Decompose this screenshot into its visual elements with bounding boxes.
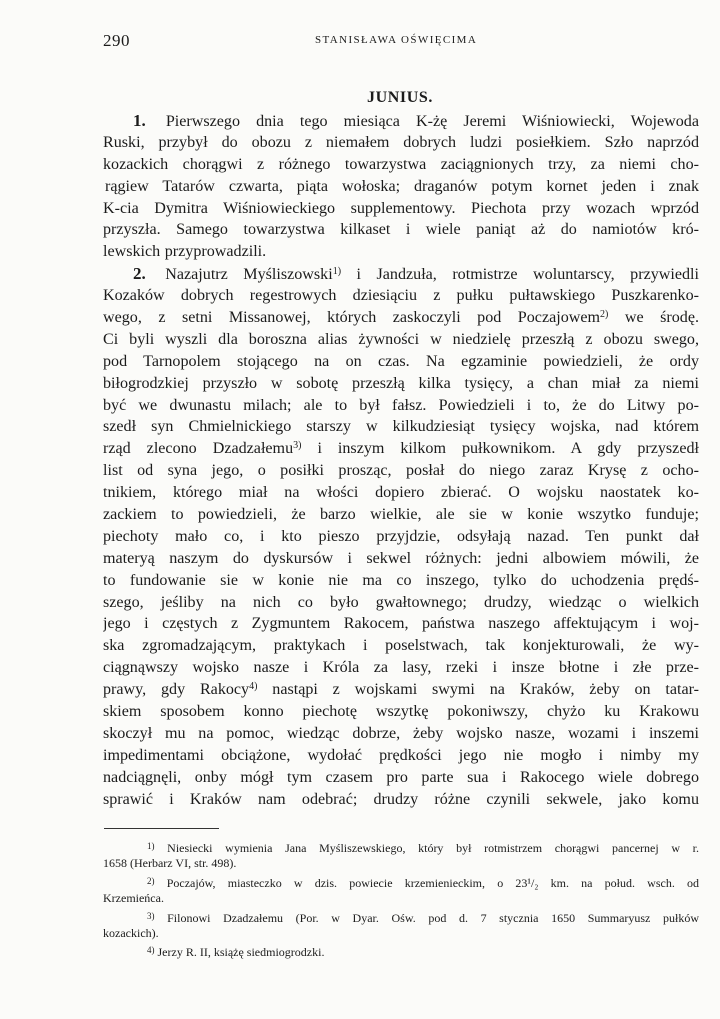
footnote-line: [103, 873, 699, 890]
footnote-marker: 2): [147, 875, 155, 886]
footnote-text: Jerzy R. II, książę siedmiogrodzki.: [157, 945, 325, 960]
footnote-ref: 4): [249, 681, 258, 693]
text-line: być we dwunastu milach; ale to był fałsz. Powiedzieli i to, że do Litwy po-: [103, 396, 699, 414]
footnote-ref: 1): [332, 266, 342, 278]
text-line: skiem sposobem konno piechotę wszytkę pokoniwszy, chyżo ku Krakowu: [103, 703, 699, 721]
text-line: materyą naszym do dyskursów i sekwel różnych: jedni albowiem mówili, że: [103, 549, 699, 567]
footnote-text: Poczajów, miasteczko w dzis. powiecie krzemienieckim, o 23¹/₂ km. na połud. wsch. od: [166, 875, 699, 890]
footnote-line: kozackich).: [103, 925, 159, 940]
text-span: prawy, gdy Rakocy: [103, 681, 250, 699]
footnote-divider: [104, 828, 219, 829]
text-span: Pierwszego dnia tego miesiąca K-żę Jeremi Wiśniowiecki, Wojewoda: [165, 113, 699, 130]
footnote-text: Filonowi Dzadzałemu (Por. w Dyar. Ośw. pod d. 7 stycznia 1650 Summaryusz pułków: [167, 910, 699, 925]
text-line: Ci byli wyszli dla boroszna alias żywności w niedzielę przeszłą z obozu swego,: [103, 330, 699, 348]
text-line: Kozaków dobrych regestrowych dziesiąciu z pułku pułtawskiego Puszkarenko-: [103, 287, 699, 305]
text-line: szedł syn Chmielnickiego starszy w kilkudziesiąt tysięcy wojska, nad którem: [103, 418, 699, 436]
footnote-line: Krzemieńca.: [103, 891, 164, 906]
section-title: JUNIUS.: [367, 89, 433, 106]
text-line: ska zgromadzającym, praktykach i poselstwach, tak konjekturowali, że wy-: [103, 637, 699, 655]
text-line: [103, 679, 699, 701]
text-line: tnikiem, którego miał na włości dopiero zbierać. O wojsku naostatek ko-: [103, 484, 699, 502]
page-header: [103, 31, 700, 53]
footnote-text: Niesiecki wymienia Jana Myśliszewskiego, który był rotmistrzem chorągwi pancernej w r.: [167, 841, 699, 855]
text-line: szego, jeśliby na nich co było gwałtownego; drudzy, wiedząc o wielkich: [103, 593, 699, 611]
text-line: biłogrodzkiej przyszło w sobotę przeszłą kilka tysięcy, a chan miał za niemi: [103, 374, 699, 392]
text-line: ciągnąwszy wojsko nasze i Króla za lasy, rzeki i insze błotne i złe prze-: [103, 659, 699, 677]
footnote-marker: 4): [147, 945, 155, 956]
footnote-ref: 2): [600, 309, 609, 321]
text-line: jego i częstych z Zygmuntem Rakocem, państwa naszego affektującym i woj-: [103, 615, 699, 633]
paragraph-number: 1.: [133, 111, 146, 130]
text-line: lewskich przyprowadzili.: [103, 243, 267, 261]
text-line: nadciągnęli, onby mógł tym czasem pro parte sua i Rakocego wiele dobrego: [103, 768, 699, 786]
text-line: [103, 263, 699, 285]
footnote-ref: 3): [293, 440, 302, 452]
footnote-line: [103, 942, 699, 959]
footnote-line: [103, 838, 699, 855]
paragraph-number: 2.: [133, 264, 146, 284]
text-line: kozackich chorągwi z różnego towarzystwa zaciągnionych trzy, za niemi cho-: [103, 155, 699, 173]
text-line: list od syna jego, o posiłki prosząc, posłał do niego zaraz Krysę z ocho-: [103, 462, 699, 480]
text-span: nastąpi z wojskami swymi na Kraków, żeby on tatar-: [272, 681, 699, 699]
text-line: [103, 110, 699, 132]
text-span: rząd zlecono Dzadzałemu: [103, 440, 294, 458]
page-number: 290: [103, 31, 130, 50]
text-line: [103, 307, 699, 329]
text-line: pod Tarnopolem stojącego na on czas. Na egzaminie powiedzieli, że ordy: [103, 352, 699, 370]
text-line: impedimentami obciążone, wydołać prędkości jego nie mogło i nimby my: [103, 746, 699, 764]
body-text: [103, 110, 699, 811]
footnote-marker: 3): [147, 910, 155, 921]
running-head: STANISŁAWA OŚWIĘCIMA: [315, 34, 478, 46]
text-line: K-cia Dymitra Wiśniowieckiego supplementowy. Piechota przy wozach wprzód: [103, 199, 699, 217]
footnote-marker: 1): [147, 841, 155, 851]
text-line: skoczył mu na pomoc, wiedząc dobrze, żeby wojsko nasze, wozami i inszemi: [103, 724, 699, 742]
text-line: Ruski, przybył do obozu z niemałem dobrych ludzi posiełkiem. Szło naprzód: [103, 133, 699, 151]
text-line: rągiew Tatarów czwarta, piąta wołoska; draganów potym kornet jeden i znak: [105, 177, 699, 195]
footnote-line: 1658 (Herbarz VI, str. 498).: [103, 856, 237, 871]
footnote-line: [103, 908, 699, 925]
text-line: [103, 438, 699, 460]
text-span: wego, z setni Missanowej, których zaskoczyli pod Poczajowem: [103, 309, 601, 327]
text-span: we środę.: [624, 309, 699, 327]
text-line: to fundowanie sie w konie nie ma co inszego, tylko do uchodzenia prędś-: [103, 571, 699, 589]
text-span: i inszym kilkom pułkownikom. A gdy przyszedł: [317, 440, 699, 458]
footnotes: [103, 838, 699, 960]
text-line: zackiem to powiedzieli, że barzo wielkie, ale sie w konie wszytko funduje;: [103, 506, 699, 524]
text-span: Nazajutrz Myśliszowski: [165, 266, 333, 284]
text-line: piechoty mało co, i kto pieszo przyjdzie, odsyłają nazad. Ten punkt dał: [103, 527, 699, 545]
text-line: przyszła. Samego towarzystwa kilkaset i wiele paniąt aż do namiotów kró-: [103, 221, 699, 239]
text-line: sprawić i Kraków nam odebrać; drudzy różne czynili sekwele, jako komu: [103, 790, 699, 808]
text-span: i Jandzuła, rotmistrze woluntarscy, przywiedli: [356, 266, 699, 284]
